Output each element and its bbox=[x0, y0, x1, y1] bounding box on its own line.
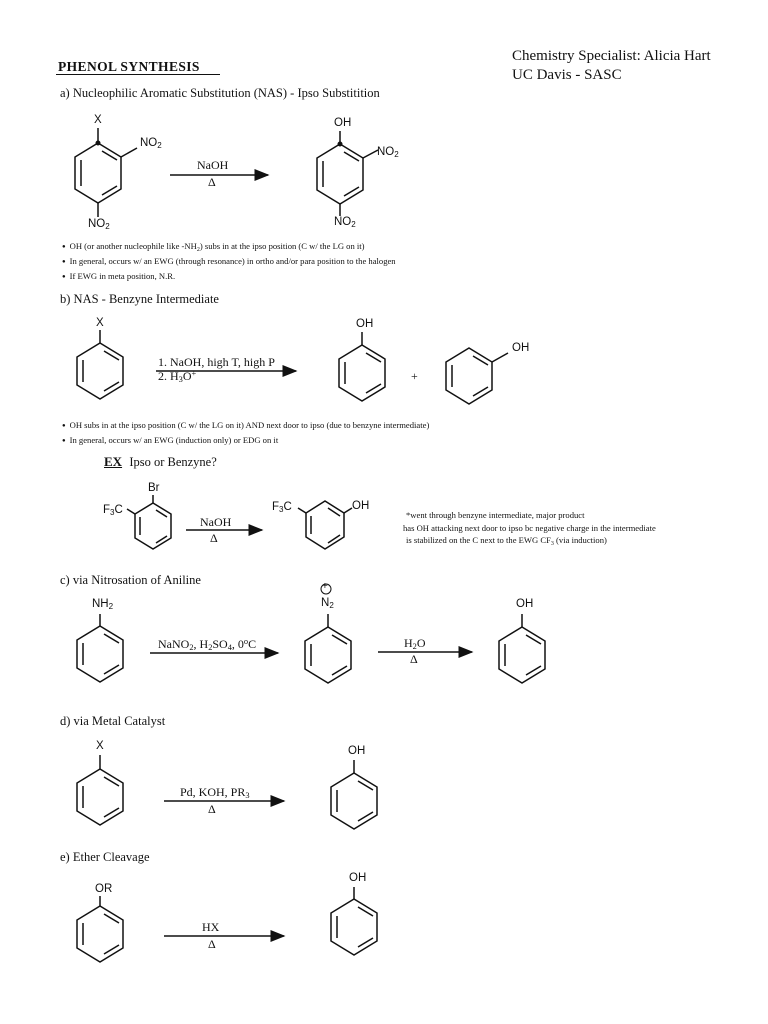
section-a-heading: a) Nucleophilic Aromatic Substitution (NAS) - Ipso Substitition bbox=[60, 86, 380, 100]
ex-note-line-3: is stabilized on the C next to the EWG $CF_3$ (via induction) bbox=[406, 535, 607, 547]
ex-note-line-2: has OH attacking next door to ipso bc negative charge in the intermediate bbox=[403, 522, 656, 533]
a-sm-no2-top: $NO_2$ bbox=[140, 137, 162, 150]
ring-ex-start bbox=[127, 495, 171, 549]
ring-b-product-1 bbox=[339, 332, 385, 401]
e-reagent-top: HX bbox=[202, 920, 220, 934]
ex-reagent-top: NaOH bbox=[200, 515, 232, 529]
example-label: EX bbox=[104, 454, 123, 469]
b-reagent-2: 2. $H_3O^+$ bbox=[158, 369, 197, 384]
ex-sm-br: Br bbox=[148, 482, 160, 494]
a-bullet-1: ● OH (or another nucleophile like $-NH_2$) subs in at the ipso position (C w/ the LG on it) bbox=[62, 240, 396, 255]
d-sm-x-label: X bbox=[96, 740, 104, 752]
section-d-heading: d) via Metal Catalyst bbox=[60, 714, 166, 728]
section-b-heading: b) NAS - Benzyne Intermediate bbox=[60, 292, 219, 306]
ring-a-start bbox=[75, 128, 137, 217]
e-reagent-bottom: Δ bbox=[208, 937, 216, 951]
b-sm-x-label: X bbox=[96, 317, 104, 329]
ring-d-product bbox=[331, 760, 377, 829]
ring-a-product bbox=[317, 131, 378, 216]
a-prod-oh: OH bbox=[334, 117, 352, 129]
ring-e-product bbox=[331, 887, 377, 955]
a-bullet-3: ● If EWG in meta position, N.R. bbox=[62, 270, 396, 285]
page-title: PHENOL SYNTHESIS bbox=[58, 59, 200, 74]
c-prod-oh: OH bbox=[516, 598, 534, 610]
ring-b-start bbox=[77, 330, 123, 399]
b-reagent-1: 1. NaOH, high T, high P bbox=[158, 355, 275, 369]
ring-ex-product bbox=[298, 501, 352, 549]
section-a-bullets bbox=[62, 240, 396, 285]
ex-note-line-1: *went through benzyne intermediate, major product bbox=[406, 510, 585, 520]
ring-c-product bbox=[499, 614, 545, 683]
a-reagent-bottom: Δ bbox=[208, 175, 216, 189]
ring-c-start bbox=[77, 614, 123, 682]
ex-reagent-bottom: Δ bbox=[210, 531, 218, 545]
d-reagent-bottom: Δ bbox=[208, 802, 216, 816]
ex-prod-cf3: $F_3C$ bbox=[272, 501, 292, 514]
ring-e-start bbox=[77, 896, 123, 962]
a-reagent-top: NaOH bbox=[197, 158, 229, 172]
a-sm-x-label: X bbox=[94, 114, 102, 126]
c-reagent-2: $H_2O$ bbox=[404, 636, 426, 651]
d-reagent: Pd, KOH, $PR_3$ bbox=[180, 785, 250, 800]
section-e-heading: e) Ether Cleavage bbox=[60, 850, 150, 864]
c-int-n2: $N_2$ bbox=[321, 597, 334, 610]
ex-note bbox=[404, 509, 656, 547]
ex-prod-oh: OH bbox=[352, 500, 370, 512]
example-heading: EX Ipso or Benzyne? bbox=[104, 454, 217, 469]
b-prod2-oh: OH bbox=[512, 342, 530, 354]
b-bullet-2: ● In general, occurs w/ an EWG (induction only) or EDG on it bbox=[62, 434, 429, 449]
b-prod1-oh: OH bbox=[356, 318, 374, 330]
d-prod-oh: OH bbox=[348, 745, 366, 757]
b-plus-sign: + bbox=[411, 369, 418, 383]
c-int-charge: + bbox=[322, 581, 328, 592]
section-b-bullets bbox=[62, 419, 429, 449]
ex-sm-cf3: $F_3C$ bbox=[103, 504, 123, 517]
a-bullet-2: ● In general, occurs w/ an EWG (through resonance) in ortho and/or para position to the halogen bbox=[62, 255, 396, 270]
author-line: Chemistry Specialist: Alicia Hart bbox=[512, 48, 711, 64]
e-prod-oh: OH bbox=[349, 872, 367, 884]
a-sm-no2-bottom: $NO_2$ bbox=[88, 218, 110, 231]
e-sm-or: OR bbox=[95, 883, 113, 895]
organization-line: UC Davis - SASC bbox=[512, 67, 622, 83]
a-prod-no2-top: $NO_2$ bbox=[377, 146, 399, 159]
c-sm-nh2: $NH_2$ bbox=[92, 598, 114, 611]
c-reagent-1: NaNO$_2$, $H_2SO_4$, 0$^o$C bbox=[158, 637, 257, 652]
ring-d-start bbox=[77, 755, 123, 825]
c-reagent-2-bottom: Δ bbox=[410, 652, 418, 666]
a-prod-no2-bottom: $NO_2$ bbox=[334, 216, 356, 229]
section-c-heading: c) via Nitrosation of Aniline bbox=[60, 573, 201, 587]
ring-b-product-2 bbox=[446, 348, 508, 404]
b-bullet-1: ● OH subs in at the ipso position (C w/ the LG on it) AND next door to ipso (due to benzyne intermediate) bbox=[62, 419, 429, 434]
